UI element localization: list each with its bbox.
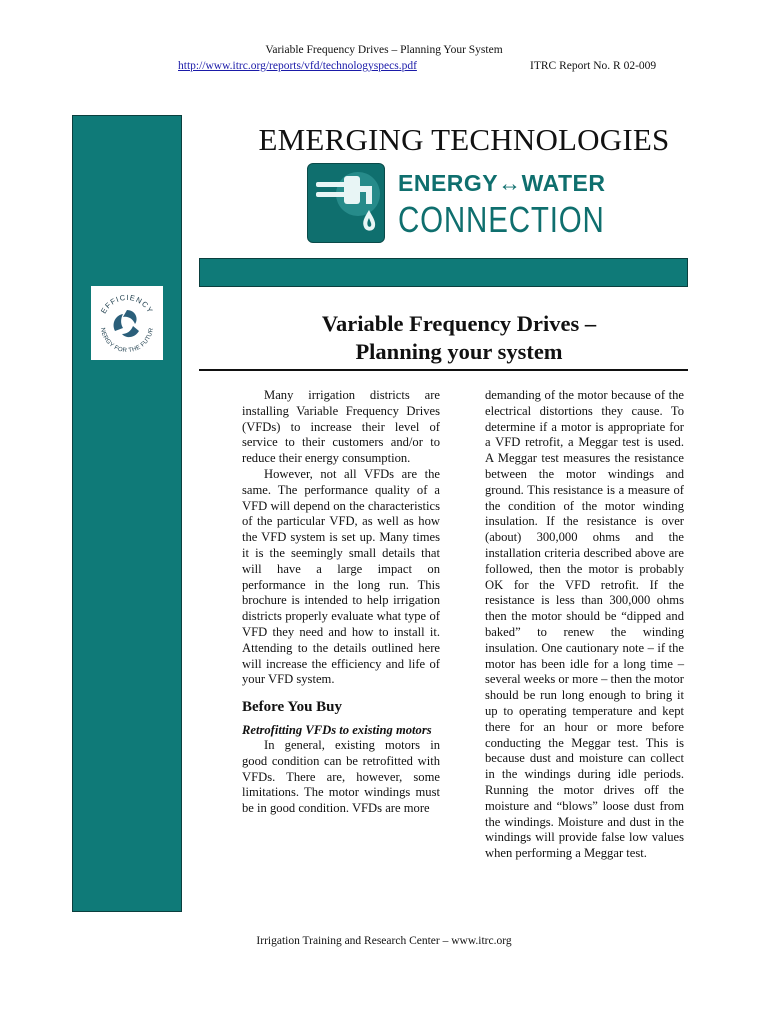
teal-banner-bar	[199, 258, 688, 287]
meggar-paragraph: demanding of the motor because of the electrical distortions they cause. To determine if a motor is appropriate for a VFD retrofit, a Meggar test is used. A Meggar test measures the resistance between the motor windings and ground. This resistance is a measure of the condition of the motor winding insulation. If the resistance is over (about) 300,000 ohms and the installation criteria described above are followed, then the motor is probably OK for the VFD retrofit. If the resistance is less than 300,000 ohms then the motor should be “dipped and baked” to renew the winding insulation. One cautionary note – if the motor has been idle for a long time – several weeks or more – then the motor should be run long enough to bring it up to operating temperature and kept there for an hour or more before conducting the Meggar test. This is because dust and moisture can collect in the windings during idle periods. Running the motor drives off the moisture and “blows” loose dust from the windings. Moisture and dust in the windings will provide false low values when performing a Meggar test.	[485, 388, 684, 861]
title-line-1: Variable Frequency Drives –	[321, 311, 597, 336]
performance-paragraph: However, not all VFDs are the same. The performance quality of a VFD will depend on the characteristics of the particular VFD, as well as how the VFD system is set up. Many times it is the seemingly small details that will have a large impact on performance in the long run. This brochure is intended to help irrigation districts properly evaluate what type of VFD they need and how to install it. Attending to the details outlined here will increase the efficiency and life of your VFD system.	[242, 466, 440, 687]
body-column-right	[485, 388, 684, 862]
intro-paragraph: Many irrigation districts are installing Variable Frequency Drives (VFDs) to increase their level of service to their customers and/or to reduce their energy consumption.	[242, 388, 440, 466]
efficiency-swirl-icon	[91, 286, 163, 360]
page-footer: Irrigation Training and Research Center – www.itrc.org	[256, 935, 512, 947]
logo-energy-water-text: ENERGY↔WATER	[398, 170, 606, 196]
emerging-technologies-heading: EMERGING TECHNOLOGIES	[258, 122, 670, 157]
retrofitting-subheading: Retrofitting VFDs to existing motors	[242, 722, 432, 737]
document-title	[199, 310, 719, 366]
efficiency-logo	[91, 286, 163, 360]
sidebar-bar	[72, 115, 182, 912]
page-header-title: Variable Frequency Drives – Planning Your System	[265, 44, 503, 56]
body-column-left	[242, 388, 440, 817]
report-number: ITRC Report No. R 02-009	[530, 60, 657, 72]
energy-water-logo-mark	[307, 163, 385, 243]
title-rule	[199, 369, 688, 371]
logo-connection-text: CONNECTION	[398, 199, 605, 240]
title-line-2: Planning your system	[355, 339, 563, 364]
badge-text-top: EFFICIENCY	[98, 292, 156, 316]
retrofit-paragraph: In general, existing motors in good condition can be retrofitted with VFDs. There are, however, some limitations. The motor windings must be in good condition. VFDs are more	[242, 737, 440, 816]
plug-faucet-icon	[308, 164, 384, 242]
source-url-link[interactable]: http://www.itrc.org/reports/vfd/technologyspecs.pdf	[178, 60, 417, 72]
before-you-buy-heading: Before You Buy	[242, 699, 343, 716]
badge-text-bottom: NERGY FOR THE FUTUR	[99, 327, 155, 355]
